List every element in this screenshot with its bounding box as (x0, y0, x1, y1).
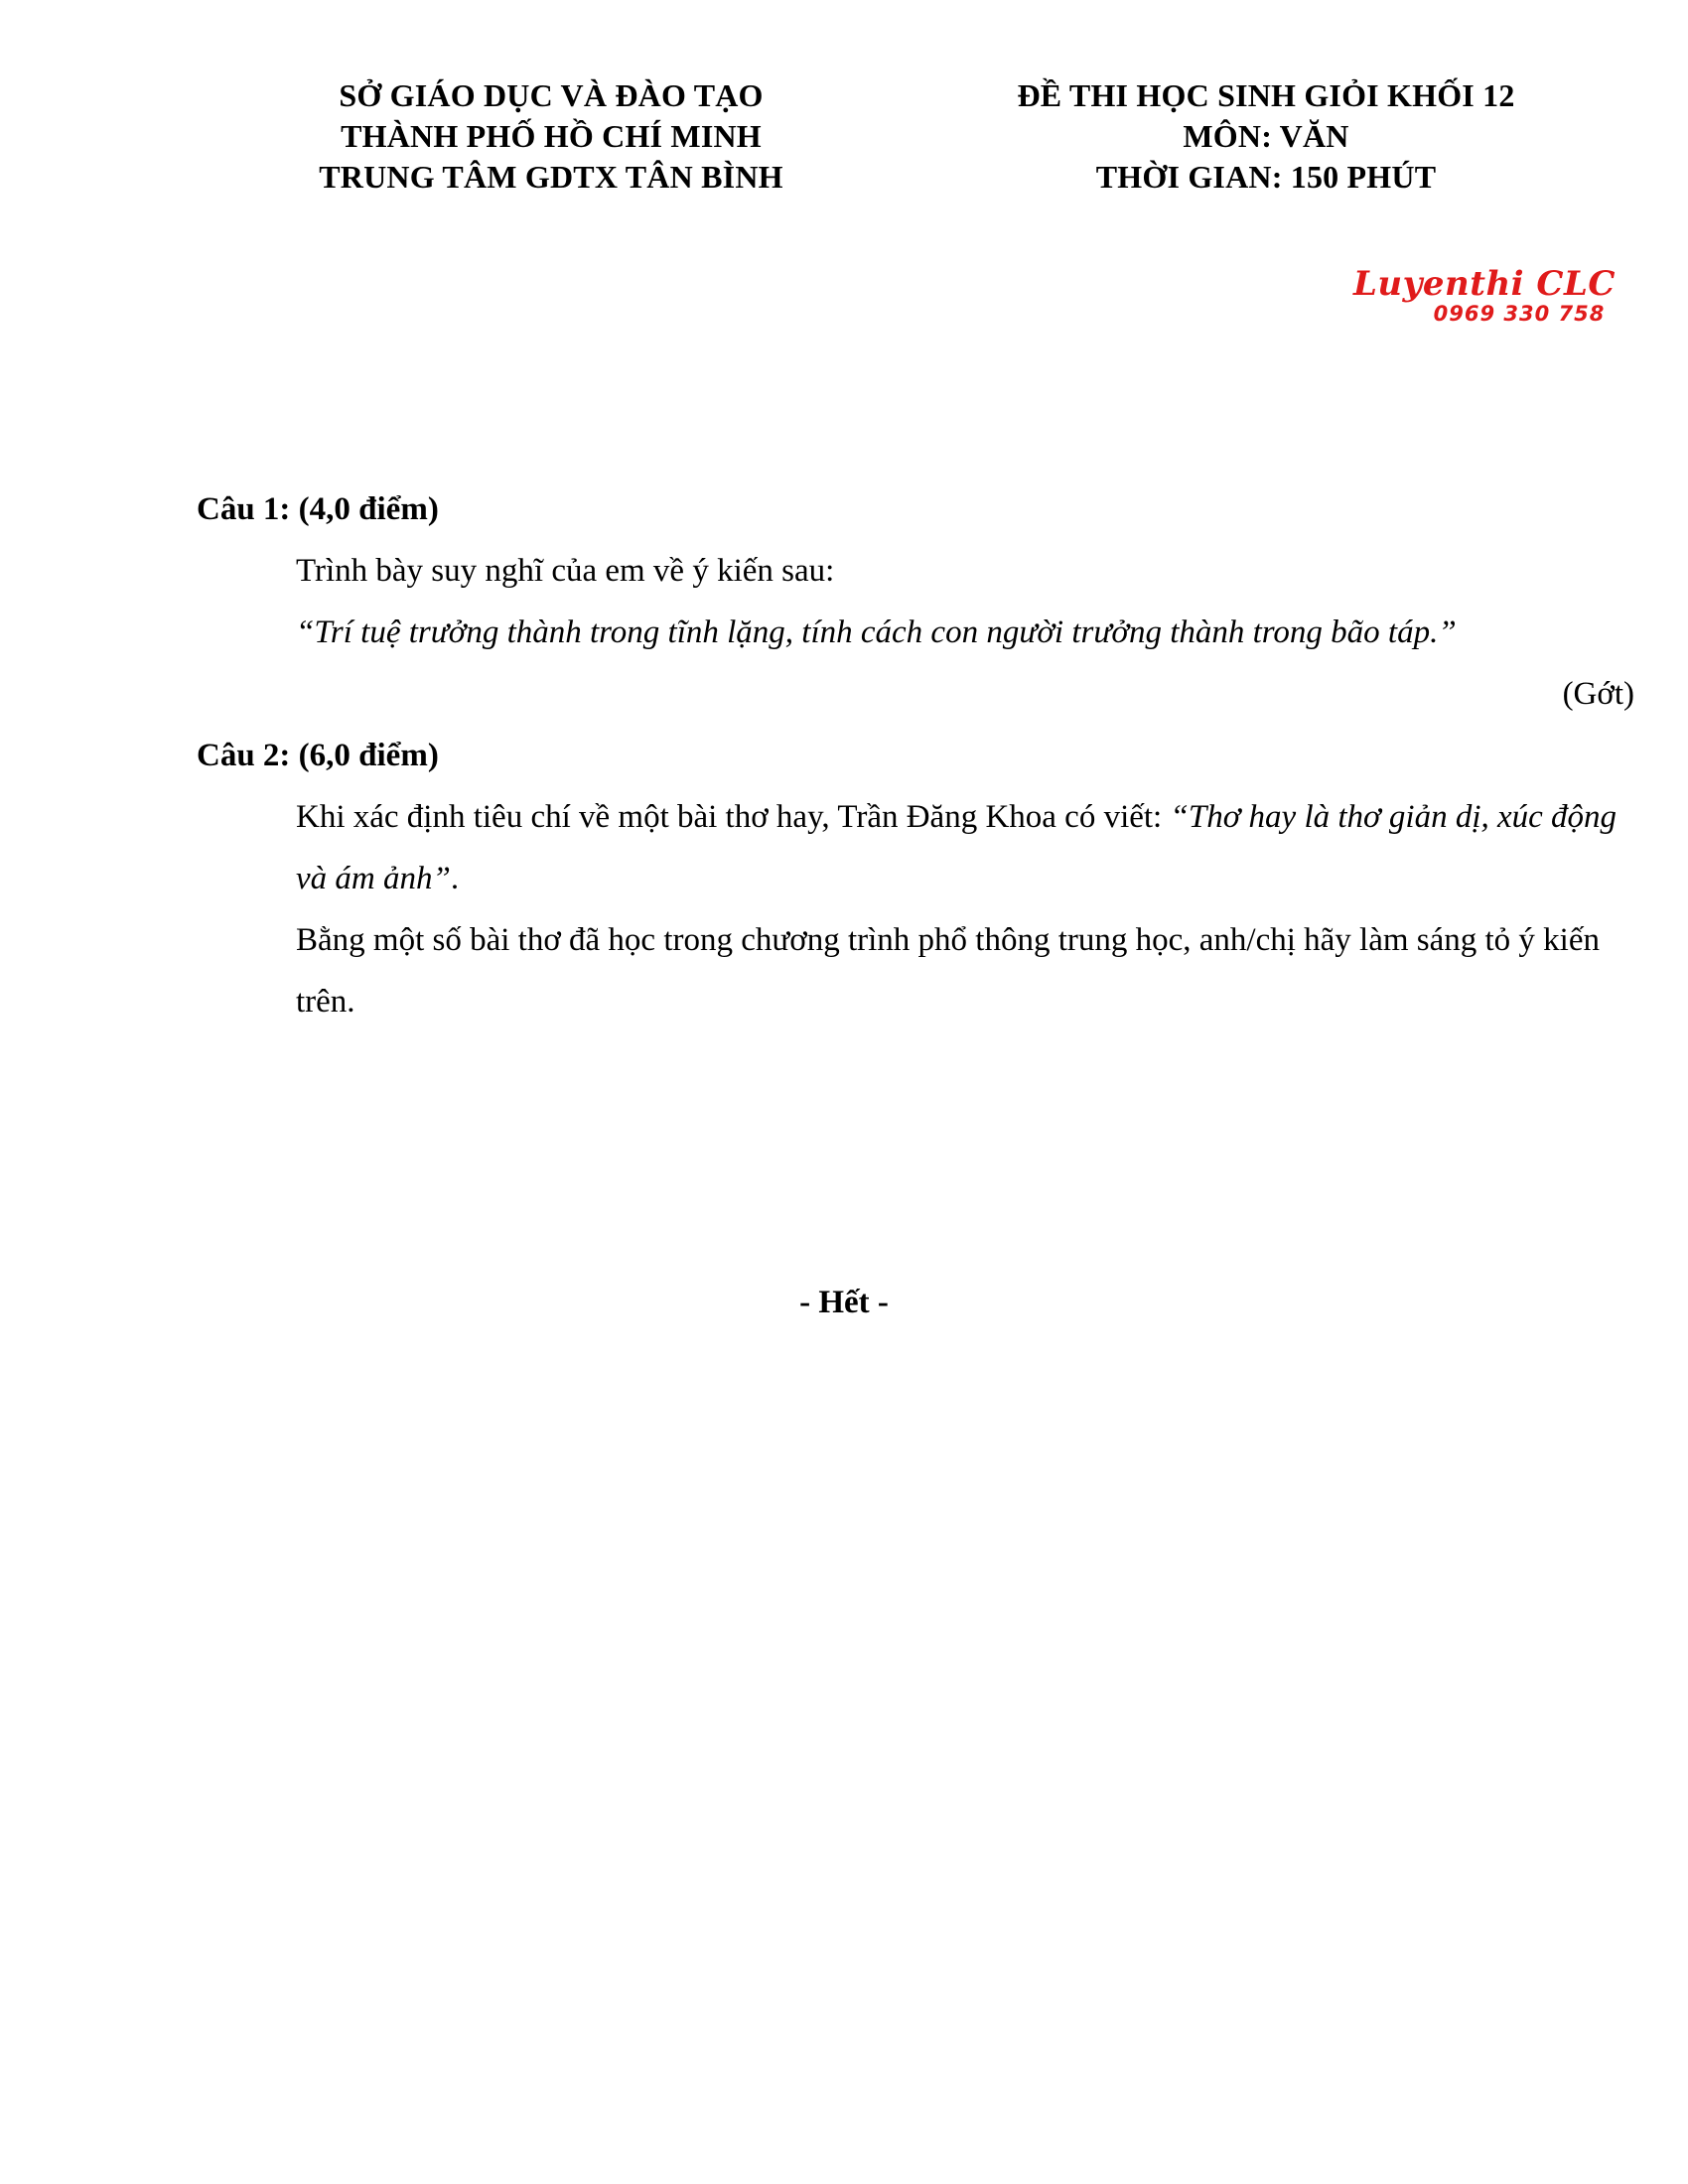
header-issuer (248, 75, 854, 198)
exam-content (197, 478, 1634, 1032)
question-1-title: Câu 1: (4,0 điểm) (197, 491, 439, 527)
watermark-name: Luyenthi CLC (1353, 264, 1616, 304)
question-2-task: Bằng một số bài thơ đã học trong chương trình phổ thông trung học, anh/chị hãy làm sáng tỏ ý kiến trên. (296, 922, 1600, 1020)
issuer-line-1: SỞ GIÁO DỤC VÀ ĐÀO TẠO (339, 77, 764, 113)
question-1-quote: “Trí tuệ trưởng thành trong tĩnh lặng, tính cách con người trưởng thành trong bão táp.” (296, 614, 1457, 650)
header-exam-info (958, 75, 1574, 198)
question-2-quote: “Thơ hay là thơ giản dị, xúc động và ám ảnh” (296, 799, 1618, 896)
watermark-logo (1326, 266, 1643, 330)
question-1-source: (Gớt) (1562, 676, 1634, 712)
exam-duration: THỜI GIAN: 150 PHÚT (1095, 159, 1437, 195)
exam-subject: MÔN: VĂN (1183, 118, 1349, 154)
issuer-line-3: TRUNG TÂM GDTX TÂN BÌNH (319, 159, 783, 195)
question-2-intro: Khi xác định tiêu chí về một bài thơ hay, Trần Đăng Khoa có viết: (296, 799, 1171, 835)
question-2-intro-paragraph (197, 786, 1634, 909)
watermark-phone: 0969 330 758 (1433, 302, 1606, 326)
question-2-quote-end: . (450, 861, 460, 896)
end-mark: - Hết - (799, 1285, 889, 1320)
question-2-title: Câu 2: (6,0 điểm) (197, 738, 439, 773)
issuer-line-2: THÀNH PHỐ HỒ CHÍ MINH (341, 118, 762, 154)
question-1-prompt: Trình bày suy nghĩ của em về ý kiến sau: (296, 553, 835, 589)
exam-title: ĐỀ THI HỌC SINH GIỎI KHỐI 12 (1017, 77, 1515, 113)
